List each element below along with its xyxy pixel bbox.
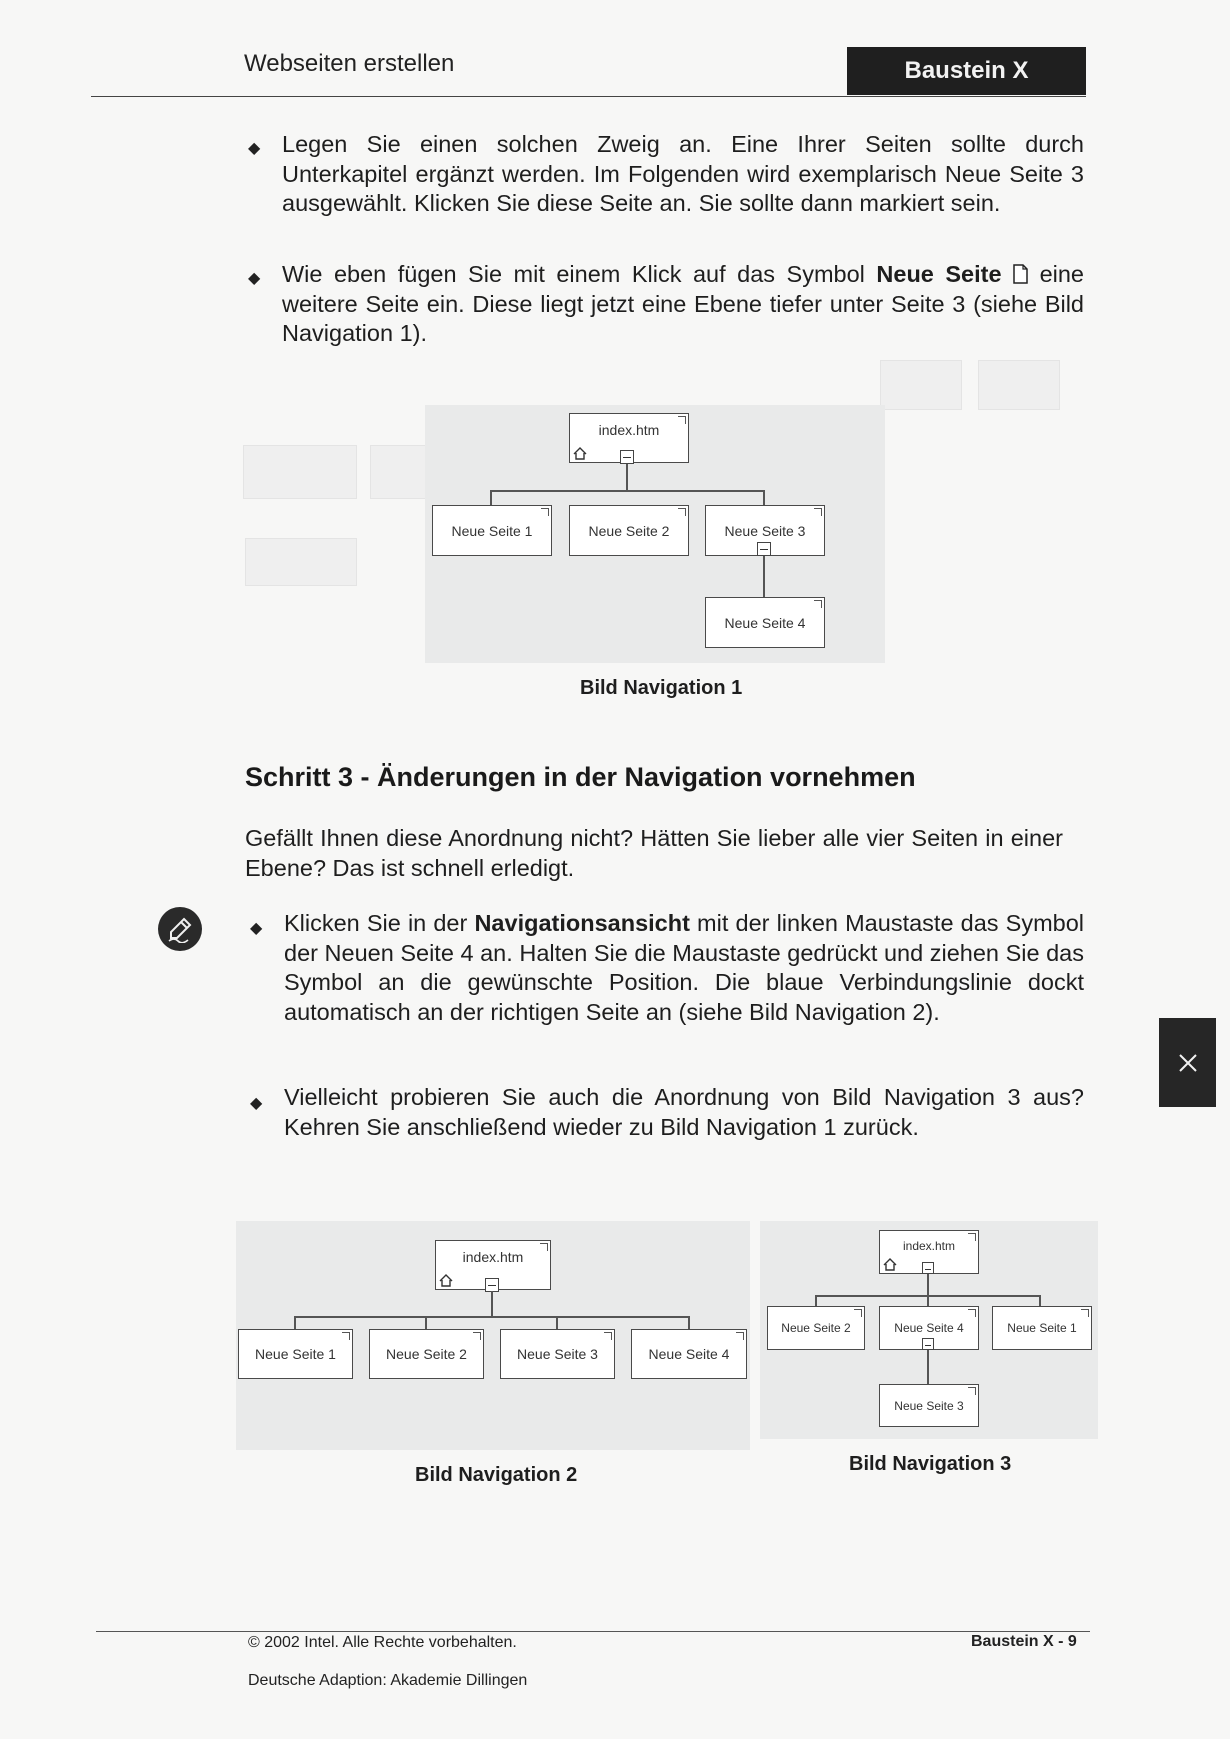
- node-page[interactable]: [767, 1306, 865, 1350]
- document-icon: [1013, 264, 1028, 284]
- ghost-box: [880, 360, 962, 410]
- collapse-icon[interactable]: [922, 1338, 934, 1350]
- node-label: Neue Seite 2: [588, 522, 670, 539]
- connector: [294, 1316, 689, 1318]
- node-page[interactable]: [879, 1384, 979, 1427]
- connector: [425, 1316, 427, 1329]
- collapse-icon[interactable]: [620, 450, 634, 464]
- node-page[interactable]: [569, 505, 689, 556]
- footer-adaption: Deutsche Adaption: Akademie Dillingen: [248, 1672, 528, 1689]
- collapse-icon[interactable]: [757, 542, 771, 556]
- section-heading: Schritt 3 - Änderungen in der Navigation vornehmen: [245, 762, 916, 792]
- figure-3-caption: Bild Navigation 3: [849, 1453, 1012, 1475]
- node-page[interactable]: [500, 1329, 615, 1379]
- node-page[interactable]: [432, 505, 552, 556]
- header-title: Webseiten erstellen: [244, 50, 455, 77]
- connector: [927, 1295, 929, 1306]
- close-icon[interactable]: [1159, 1018, 1216, 1107]
- figure-1-caption: Bild Navigation 1: [580, 677, 743, 699]
- home-icon: [883, 1258, 897, 1271]
- footer-page-number: Baustein X - 9: [971, 1633, 1077, 1650]
- node-label: Neue Seite 1: [255, 1346, 336, 1362]
- connector: [490, 490, 492, 505]
- connector: [491, 1291, 493, 1316]
- section-intro: Gefällt Ihnen diese Anordnung nicht? Hätten Sie lieber alle vier Seiten in einer Ebene? Das ist schnell erledigt.: [245, 825, 1063, 881]
- node-label: Neue Seite 2: [781, 1321, 851, 1335]
- header-divider: [91, 96, 1086, 97]
- bullet-3-text-pre: Klicken Sie in der: [284, 910, 475, 936]
- collapse-icon[interactable]: [485, 1278, 499, 1292]
- node-label: Neue Seite 3: [724, 522, 806, 539]
- node-label: Neue Seite 1: [451, 522, 533, 539]
- ghost-box: [243, 445, 357, 499]
- node-label: index.htm: [462, 1249, 524, 1265]
- connector: [815, 1295, 817, 1306]
- node-label: Neue Seite 3: [894, 1398, 964, 1413]
- header-badge: Baustein X: [847, 47, 1086, 95]
- paragraph-bullet-1: Legen Sie einen solchen Zweig an. Eine Ihrer Seiten sollte durch Unterkapitel ergänzt werden. Im Folgenden wird exemplarisch Neue Seite 3 ausgewählt. Klicken Sie diese Seite an. Sie sollte dann markiert sein.: [282, 131, 1084, 216]
- paragraph-bullet-4: Vielleicht probieren Sie auch die Anordnung von Bild Navigation 3 aus? Kehren Sie anschließend wieder zu Bild Navigation 1 zurück.: [284, 1084, 1084, 1140]
- node-page[interactable]: [705, 597, 825, 648]
- bullet-3-bold: Navigationsansicht: [474, 910, 690, 936]
- node-page[interactable]: [631, 1329, 747, 1379]
- connector: [556, 1316, 558, 1329]
- bullet-marker: ◆: [250, 920, 263, 937]
- node-page[interactable]: [369, 1329, 484, 1379]
- bullet-marker: ◆: [248, 270, 261, 287]
- paragraph-bullet-2: [282, 260, 1084, 349]
- footer-copyright: © 2002 Intel. Alle Rechte vorbehalten.: [248, 1634, 517, 1651]
- close-glyph: [1177, 1052, 1199, 1074]
- ghost-box: [245, 538, 357, 586]
- node-label: index.htm: [902, 1239, 956, 1253]
- node-label: Neue Seite 2: [386, 1346, 467, 1362]
- connector: [927, 1350, 929, 1384]
- bullet-2-text-post: eine weitere Seite ein. Diese liegt jetzt eine Ebene tiefer unter Seite 3 (siehe Bild Navigation 1).: [282, 261, 1084, 346]
- connector: [490, 490, 764, 492]
- node-page[interactable]: [992, 1306, 1092, 1350]
- paragraph-bullet-3: [284, 909, 1084, 1027]
- collapse-icon[interactable]: [922, 1262, 934, 1274]
- figure-2-caption: Bild Navigation 2: [415, 1464, 578, 1486]
- home-icon: [439, 1274, 453, 1287]
- bullet-marker: ◆: [250, 1095, 263, 1112]
- node-page[interactable]: [238, 1329, 353, 1379]
- node-label: Neue Seite 1: [1007, 1321, 1077, 1335]
- pencil-icon: [158, 907, 202, 951]
- home-icon: [573, 447, 587, 460]
- pencil-glyph: [166, 915, 194, 943]
- bullet-3-text-post: mit der linken Maustaste das Symbol der Neuen Seite 4 an. Halten Sie die Maustaste gedrückt und ziehen Sie das Symbol an die gewünschte Position. Die blaue Verbindungslinie dockt automatisch an der richtigen Seite an (siehe Bild Navigation 2).: [284, 910, 1084, 1025]
- bullet-marker: ◆: [248, 140, 261, 157]
- connector: [1039, 1295, 1041, 1306]
- bullet-2-bold: Neue Seite: [876, 261, 1002, 287]
- node-label: Neue Seite 4: [894, 1321, 964, 1335]
- connector: [763, 556, 765, 598]
- node-label: Neue Seite 4: [724, 614, 806, 631]
- ghost-box: [978, 360, 1060, 410]
- connector: [763, 490, 765, 505]
- bullet-2-text-pre: Wie eben fügen Sie mit einem Klick auf das Symbol: [282, 261, 877, 287]
- footer-divider: [96, 1631, 1090, 1632]
- node-label: index.htm: [598, 422, 660, 438]
- node-label: Neue Seite 3: [517, 1346, 598, 1362]
- connector: [626, 464, 628, 490]
- connector: [927, 1274, 929, 1295]
- connector: [688, 1316, 690, 1329]
- node-label: Neue Seite 4: [648, 1346, 730, 1362]
- connector: [294, 1316, 296, 1329]
